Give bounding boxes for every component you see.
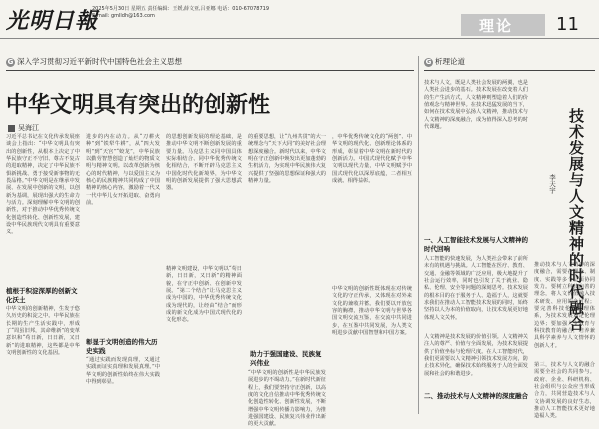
article-column-3b: 精神文明建设，中华文明以“苟日新，日日新，又日新”的精神面貌，在守正中创新、在创新中发展。“第二个结合”让马克思主义成为中国的，中华优秀传统文化成为现代的，让经由“结合”而形成的新文化成为中国式现代化的文化形态。 xyxy=(166,266,242,324)
article-column-4b: “中华文明的创新性是中华民族发展进步的不竭动力。”在新时代新征程上，我们要坚持守正创新，以高度的文化自信推动中华优秀传统文化创造性转化、创新性发展，不断增强中华文明传播力影响力，为推进强国建设、民族复兴伟业作出新的更大贡献。 xyxy=(248,370,326,428)
byline xyxy=(8,123,39,133)
section-heading-1: 植根于积淀深厚的创新文化沃土 xyxy=(6,287,78,304)
article-title: 中华文明具有突出的创新性 xyxy=(6,93,271,118)
article-divider xyxy=(418,56,419,414)
left-kicker-text: 深入学习贯彻习近平新时代中国特色社会主义思想 xyxy=(17,57,182,66)
header-divider xyxy=(0,38,599,39)
author-marker-icon xyxy=(8,125,15,132)
article-column-5b: 中华文明的创新性既体现在对传统文化的守正传承，又体现在对外来文化的兼收并蓄。我们要以开放包容的胸襟，推动中华文明与世界各国文明交流互鉴，在交流中共同进步，在互鉴中共同发展，为人类文明进步贡献中国智慧和中国方案。 xyxy=(332,286,412,337)
kicker-rule xyxy=(6,70,414,71)
kicker-badge-icon: G xyxy=(7,57,14,66)
dateline xyxy=(92,6,269,20)
page-number: 11 xyxy=(556,14,579,35)
page-header xyxy=(0,0,599,38)
dateline-email: E-mail: gmlldh@163.com xyxy=(92,13,155,19)
masthead-logo: 光明日報 xyxy=(6,8,99,34)
kicker-badge-icon: G xyxy=(425,57,432,66)
article-column-5: ，中华优秀传统文化的“两创”、中华文明的现代化、创新理论体系的形成，彰显着中华文明在新时代的创新活力。中国式现代化赋予中华文明以现代力量，中华文明赋予中国式现代化以深厚底蕴，二者相互成就、相得益彰。 xyxy=(332,134,412,185)
right-column-1: 人工智能的快速发展，为人类社会带来了前所未有的机遇与挑战。人工智能在医疗、教育、交通、金融等领域的广泛应用，极大地提升了社会运行效率，同时也引发了关于就业、隐私、伦理、安全等问题的深刻思考。技术发展的根本目的在于服务于人、造福于人，这就要求我们在推动人工智能技术发展的同时，始终坚持以人为本的价值取向，让技术发展更好地体现人文关怀。 xyxy=(424,256,528,321)
article-column-1b: 中华文明的创新精神，生发于悠久历史的积淀之中。中华民族在长期的生产生活实践中，形成了“周虽旧邦，其命维新”的变革意识和“苟日新，日日新，又日新”的进取精神，这些都是中华文明创新性的文化基因。 xyxy=(6,306,80,357)
right-heading-1: 一、人工智能技术发展与人文精神的时代回响 xyxy=(424,236,528,253)
right-kicker xyxy=(424,56,465,67)
article-column-3: 的思想创新发展的理论基础，是推动中华文明不断创新发展的重要力量。马克思主义同中国具体实际相结合、同中华优秀传统文化相结合，不断开辟马克思主义中国化时代化新境界，为中华文明的创新发展提供了强大思想武器。 xyxy=(166,134,242,192)
section-heading-3: 助力于强国建设、民族复兴伟业 xyxy=(250,350,322,367)
section-label: 理论 xyxy=(479,17,514,35)
right-intro-text: 技术与人文，既是人类社会发展的两翼，也是人类社会进步的基石。技术发展在改变着人们的生产生活方式，人文精神则塑造着人们的价值观念与精神世界。在技术迅猛发展的当下，如何在技术发展中弘扬人文精神，推动技术与人文精神的深度融合，成为值得深入思考的时代课题。 xyxy=(424,80,528,131)
section-tab xyxy=(461,14,545,36)
right-column-2b: 第三，技术与人文的融合需要全社会的共同参与。政府、企业、科研机构、社会组织与公众应当形成合力，共同营造技术与人文协调发展的良好生态，推动人工智能技术更好地造福人类。 xyxy=(534,362,595,420)
article-column-1: 习近平总书记在文化传承发展座谈会上指出：“中华文明具有突出的创新性，从根本上决定了中华民族守正不守旧、尊古不复古的进取精神，决定了中华民族不惧新挑战、勇于接受新事物的无畏品格。”中华文明是在继承中发展、在发展中创新的文明，以创新为基调，展现出强大的生命力与活力。深刻理解中华文明的创新性，对于推动中华优秀传统文化创造性转化、创新性发展，建设中华民族现代文明具有重要意义。 xyxy=(6,134,80,236)
article-column-2: 进步的内在动力。从“刀耕火种”到“铁犁牛耕”，从“四大发明”到“天宫”“蛟龙”，中华民族以勤劳智慧创造了灿烂的物质文明与精神文明。以改革创新为核心的时代精神，与以爱国主义为核心的民族精神共同构成了中国精神的核心内容，激励着一代又一代中华儿女开拓进取、奋勇向前。 xyxy=(86,134,160,207)
right-article-author: 李天宇 xyxy=(548,174,556,194)
article-column-4: 的重要思想，让“九州共贯”的大一统理念与“天下大同”的美好社会理想深度融合。新时代以来，中华文明在守正创新中焕发出更加蓬勃的生机活力，为实现中华民族伟大复兴提供了坚强的思想保证和强大的精神力量。 xyxy=(248,134,326,185)
right-kicker-rule xyxy=(424,70,595,71)
right-kicker-text: 析理论道 xyxy=(435,57,465,66)
right-heading-2: 二、推动技术与人文精神的深度融合 xyxy=(424,392,528,400)
right-article-title: 技术发展与人文精神的时代融合 xyxy=(567,108,585,332)
article-column-2b: “通过实践而发现真理，又通过实践而证实真理和发展真理。”中华文明的创新性始终在伟大实践中得到彰显。 xyxy=(86,357,160,386)
left-kicker xyxy=(6,56,182,67)
author-name: 吴海江 xyxy=(18,124,39,132)
right-column-2: 推动技术与人文精神的深度融合，需要在理念、制度、实践等多个层面协同发力。要树立科技向善的理念，将人文价值融入技术研发、应用的全过程；要完善科技伦理治理体系，为技术发展划定伦理边界；要加强人文教育与科技教育的融合，培养兼具科学素养与人文情怀的创新人才。 xyxy=(534,262,595,349)
section-heading-2: 彰显于文明创造的伟大历史实践 xyxy=(86,338,158,355)
right-column-1b: 人文精神是技术发展的价值引领。人文精神关注人的尊严、价值与全面发展，为技术发展提供了价值坐标与伦理尺度。在人工智能时代，我们更需要以人文精神引领技术发展方向，防止技术异化，确保技术始终服务于人的全面发展和社会的和谐进步。 xyxy=(424,334,528,377)
dateline-line: 2025年5月30日 星期五 责任编辑：王媛,薛文亚,吕亚娜 电话：010-67078719 xyxy=(92,6,270,12)
